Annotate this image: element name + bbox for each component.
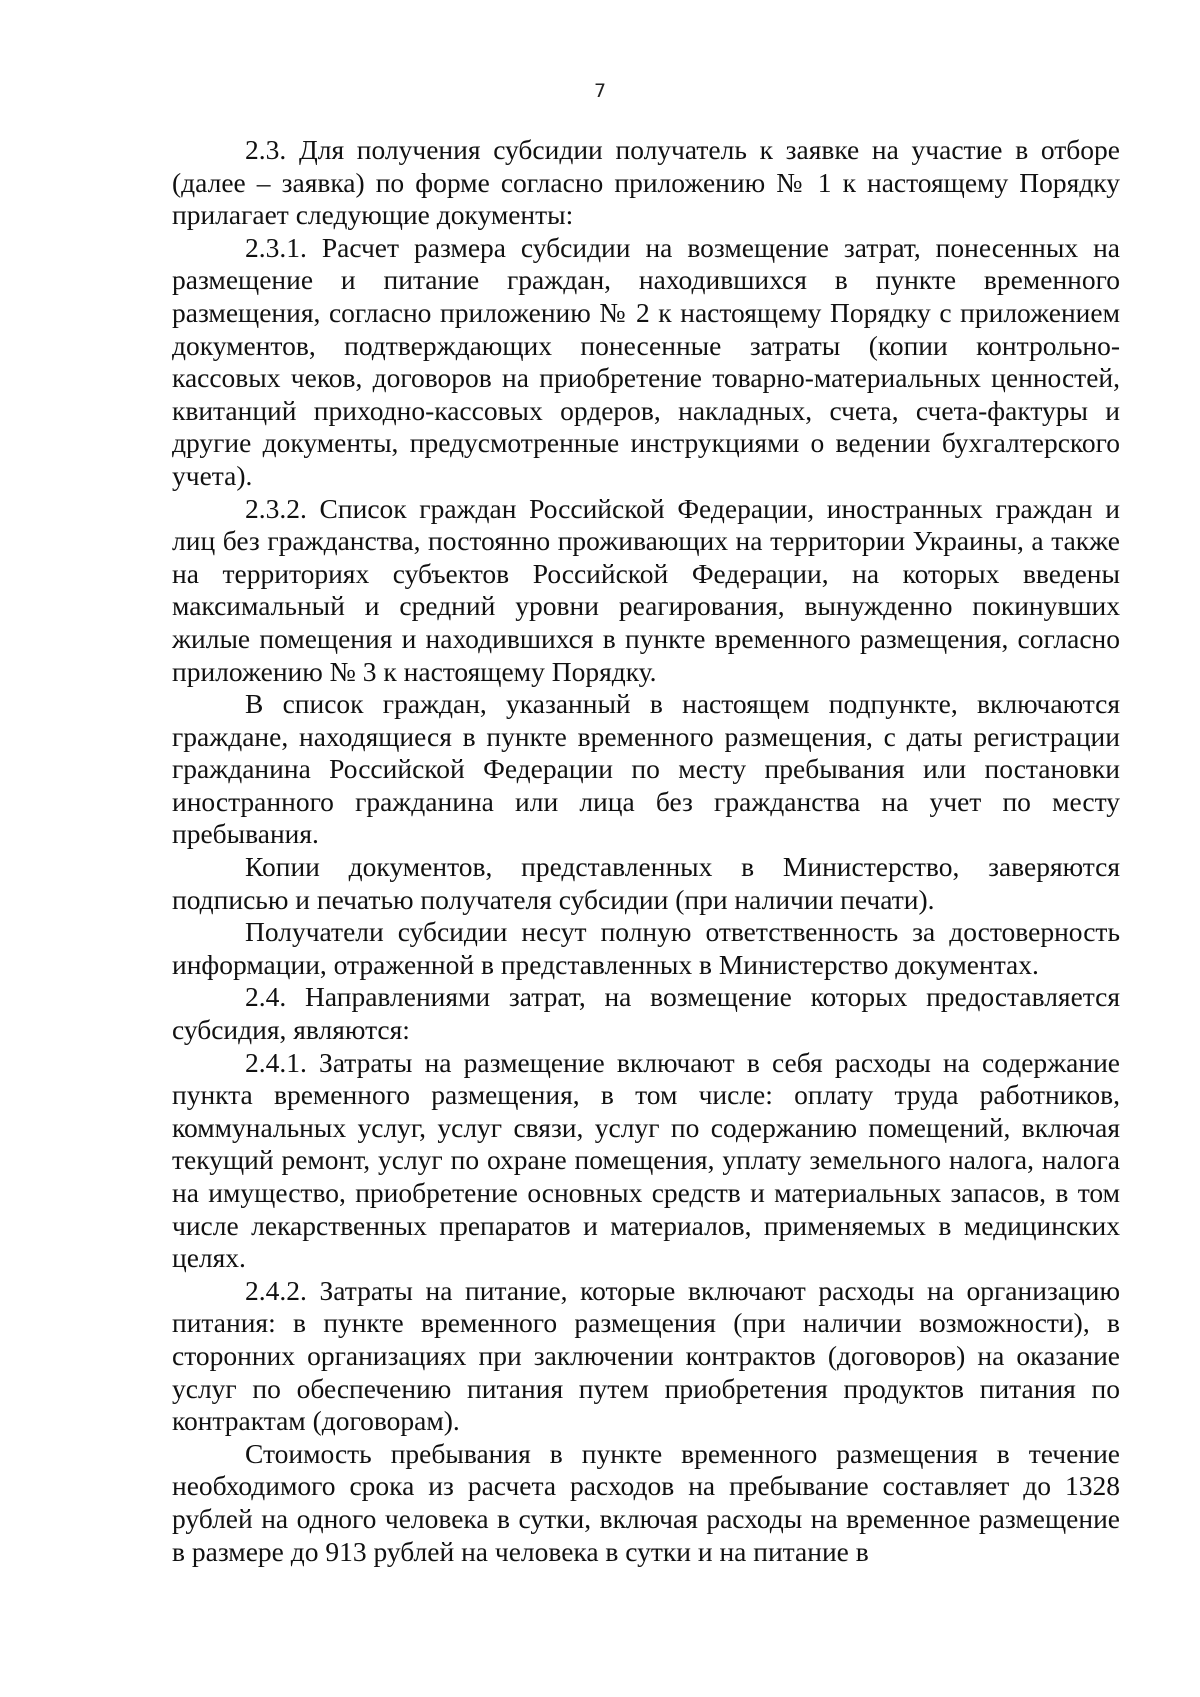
paragraph-responsibility: Получатели субсидии несут полную ответственность за достоверность информации, отраженной в представленных в Министерство документах. [172,916,1120,980]
paragraph-2-3-2: 2.3.2. Список граждан Российской Федерации, иностранных граждан и лиц без гражданства, постоянно проживающих на территории Украины, а также на территориях субъектов Российской Федерации, на которых введены максимальный и средний уровни реагирования, вынужденно покинувших жилые помещения и находившихся в пункте временного размещения, согласно приложению № 3 к настоящему Порядку. [172,492,1120,687]
paragraph-2-3-1: 2.3.1. Расчет размера субсидии на возмещение затрат, понесенных на размещение и питание граждан, находившихся в пункте временного размещения, согласно приложению № 2 к настоящему Порядку с приложением документов, подтверждающих понесенные затраты (копии контрольно-кассовых чеков, договоров на приобретение товарно-материальных ценностей, квитанций приходно-кассовых ордеров, накладных, счета, счета-фактуры и другие документы, предусмотренные инструкциями о ведении бухгалтерского учета). [172,231,1120,491]
paragraph-2-4-2: 2.4.2. Затраты на питание, которые включают расходы на организацию питания: в пункте временного размещения (при наличии возможности), в сторонних организациях при заключении контрактов (договоров) на оказание услуг по обеспечению питания путем приобретения продуктов питания по контрактам (договорам). [172,1274,1120,1437]
paragraph-citizens-list: В список граждан, указанный в настоящем подпункте, включаются граждане, находящиеся в пункте временного размещения, с даты регистрации гражданина Российской Федерации по месту пребывания или постановки иностранного гражданина или лица без гражданства на учет по месту пребывания. [172,688,1120,850]
paragraph-document-copies: Копии документов, представленных в Министерство, заверяются подписью и печатью получателя субсидии (при наличии печати). [172,851,1120,915]
page-number: 7 [593,80,607,102]
paragraph-2-3: 2.3. Для получения субсидии получатель к заявке на участие в отборе (далее – заявка) по форме согласно приложению № 1 к настоящему Порядку прилагает следующие документы: [172,134,1120,231]
document-body [172,134,1120,1568]
paragraph-cost: Стоимость пребывания в пункте временного размещения в течение необходимого срока из расчета расходов на пребывание составляет до 1328 рублей на одного человека в сутки, включая расходы на временное размещение в размере до 913 рублей на человека в сутки и на питание в [172,1437,1120,1567]
paragraph-2-4-1: 2.4.1. Затраты на размещение включают в себя расходы на содержание пункта временного размещения, в том числе: оплату труда работников, коммунальных услуг, услуг связи, услуг по содержанию помещений, включая текущий ремонт, услуг по охране помещения, уплату земельного налога, налога на имущество, приобретение основных средств и материальных запасов, в том числе лекарственных препаратов и материалов, применяемых в медицинских целях. [172,1046,1120,1274]
paragraph-2-4: 2.4. Направлениями затрат, на возмещение которых предоставляется субсидия, являются: [172,981,1120,1046]
